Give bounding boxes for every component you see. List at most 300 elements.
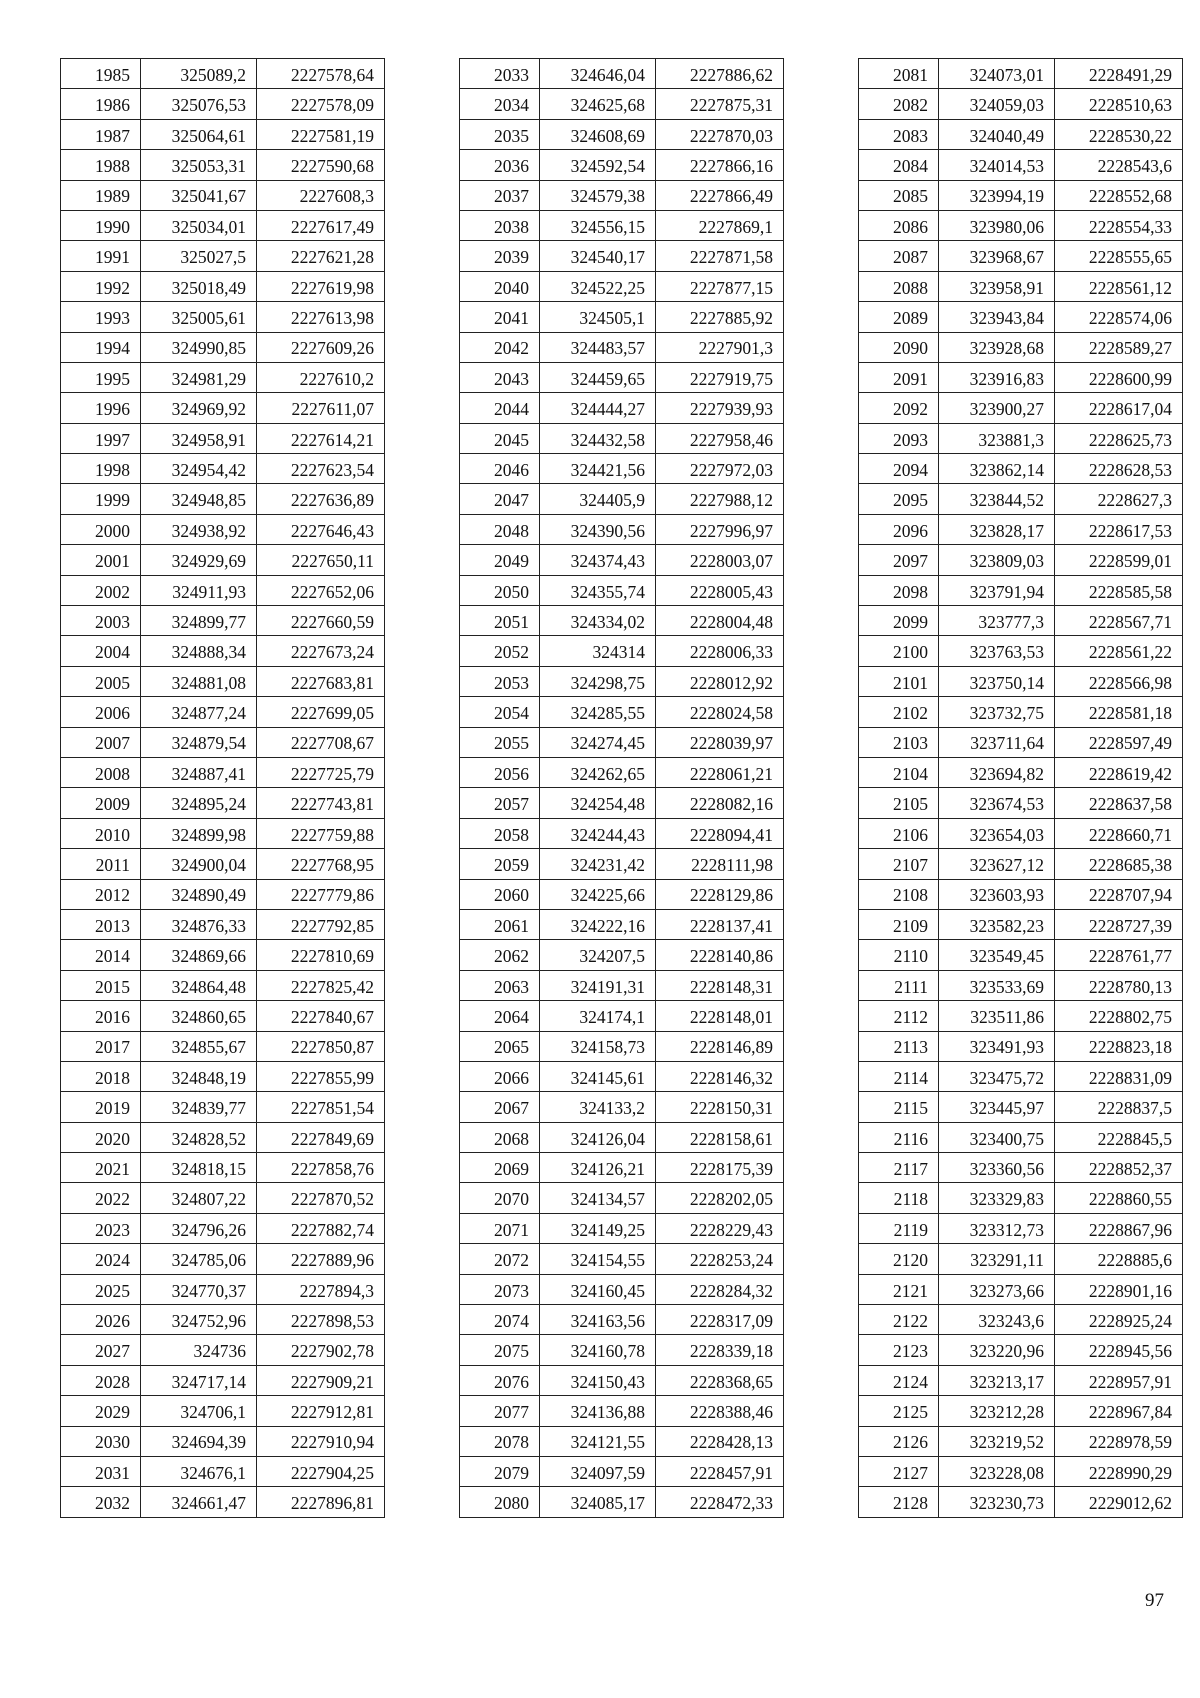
point-number-cell: 2061	[460, 909, 540, 939]
table-row	[859, 666, 1183, 696]
point-number-cell: 1994	[61, 332, 141, 362]
y-coordinate-cell: 2227613,98	[257, 302, 385, 332]
x-coordinate-cell: 324706,1	[141, 1396, 257, 1426]
x-coordinate-cell: 323627,12	[939, 849, 1055, 879]
table-row	[859, 89, 1183, 119]
x-coordinate-cell: 323213,17	[939, 1365, 1055, 1395]
point-number-cell: 2052	[460, 636, 540, 666]
point-number-cell: 2080	[460, 1487, 540, 1517]
table-row	[61, 636, 385, 666]
y-coordinate-cell: 2227614,21	[257, 423, 385, 453]
table-row	[859, 1122, 1183, 1152]
x-coordinate-cell: 324158,73	[540, 1031, 656, 1061]
table-row	[61, 788, 385, 818]
point-number-cell: 2082	[859, 89, 939, 119]
table-row	[859, 636, 1183, 666]
x-coordinate-cell: 324314	[540, 636, 656, 666]
y-coordinate-cell: 2228802,75	[1055, 1001, 1183, 1031]
point-number-cell: 2128	[859, 1487, 939, 1517]
table-row	[460, 1061, 784, 1091]
y-coordinate-cell: 2228158,61	[656, 1122, 784, 1152]
y-coordinate-cell: 2228555,65	[1055, 241, 1183, 271]
table-row	[460, 210, 784, 240]
point-number-cell: 2009	[61, 788, 141, 818]
point-number-cell: 1988	[61, 150, 141, 180]
table-row	[61, 1122, 385, 1152]
y-coordinate-cell: 2228284,32	[656, 1274, 784, 1304]
table-row	[460, 1426, 784, 1456]
point-number-cell: 2030	[61, 1426, 141, 1456]
table-row	[460, 879, 784, 909]
x-coordinate-cell: 324145,61	[540, 1061, 656, 1091]
table-row	[61, 150, 385, 180]
table-row	[460, 393, 784, 423]
y-coordinate-cell: 2228685,38	[1055, 849, 1183, 879]
table-row	[859, 1213, 1183, 1243]
y-coordinate-cell: 2227708,67	[257, 727, 385, 757]
y-coordinate-cell: 2228990,29	[1055, 1456, 1183, 1486]
point-number-cell: 2057	[460, 788, 540, 818]
table-row	[859, 59, 1183, 89]
point-number-cell: 2081	[859, 59, 939, 89]
point-number-cell: 2127	[859, 1456, 939, 1486]
point-number-cell: 2070	[460, 1183, 540, 1213]
point-number-cell: 2074	[460, 1305, 540, 1335]
y-coordinate-cell: 2227869,1	[656, 210, 784, 240]
x-coordinate-cell: 323763,53	[939, 636, 1055, 666]
y-coordinate-cell: 2228707,94	[1055, 879, 1183, 909]
table-row	[859, 1244, 1183, 1274]
point-number-cell: 2117	[859, 1153, 939, 1183]
x-coordinate-cell: 324556,15	[540, 210, 656, 240]
table-row	[859, 1183, 1183, 1213]
y-coordinate-cell: 2228202,05	[656, 1183, 784, 1213]
table-row	[61, 1031, 385, 1061]
table-row	[460, 1335, 784, 1365]
y-coordinate-cell: 2227939,93	[656, 393, 784, 423]
x-coordinate-cell: 323291,11	[939, 1244, 1055, 1274]
point-number-cell: 2027	[61, 1335, 141, 1365]
point-number-cell: 2056	[460, 757, 540, 787]
point-number-cell: 2099	[859, 606, 939, 636]
x-coordinate-cell: 324405,9	[540, 484, 656, 514]
x-coordinate-cell: 323549,45	[939, 940, 1055, 970]
y-coordinate-cell: 2227623,54	[257, 454, 385, 484]
x-coordinate-cell: 324040,49	[939, 119, 1055, 149]
table-row	[859, 1305, 1183, 1335]
point-number-cell: 2105	[859, 788, 939, 818]
point-number-cell: 1991	[61, 241, 141, 271]
x-coordinate-cell: 324869,66	[141, 940, 257, 970]
point-number-cell: 2068	[460, 1122, 540, 1152]
table-row	[460, 727, 784, 757]
x-coordinate-cell: 324285,55	[540, 697, 656, 727]
table-row	[61, 970, 385, 1000]
point-number-cell: 2122	[859, 1305, 939, 1335]
table-row	[859, 1426, 1183, 1456]
table-row	[61, 59, 385, 89]
x-coordinate-cell: 324736	[141, 1335, 257, 1365]
y-coordinate-cell: 2228148,01	[656, 1001, 784, 1031]
point-number-cell: 2011	[61, 849, 141, 879]
y-coordinate-cell: 2227810,69	[257, 940, 385, 970]
x-coordinate-cell: 324752,96	[141, 1305, 257, 1335]
point-number-cell: 2060	[460, 879, 540, 909]
table-row	[859, 545, 1183, 575]
x-coordinate-cell: 323243,6	[939, 1305, 1055, 1335]
table-row	[859, 940, 1183, 970]
table-row	[859, 1001, 1183, 1031]
point-number-cell: 2016	[61, 1001, 141, 1031]
x-coordinate-cell: 324334,02	[540, 606, 656, 636]
table-row	[460, 1396, 784, 1426]
table-row	[61, 1365, 385, 1395]
y-coordinate-cell: 2227870,03	[656, 119, 784, 149]
y-coordinate-cell: 2228945,56	[1055, 1335, 1183, 1365]
table-row	[61, 1426, 385, 1456]
x-coordinate-cell: 324432,58	[540, 423, 656, 453]
point-number-cell: 2025	[61, 1274, 141, 1304]
y-coordinate-cell: 2228140,86	[656, 940, 784, 970]
point-number-cell: 2076	[460, 1365, 540, 1395]
table-row	[61, 1213, 385, 1243]
point-number-cell: 2039	[460, 241, 540, 271]
table-row	[859, 1031, 1183, 1061]
x-coordinate-cell: 324163,56	[540, 1305, 656, 1335]
x-coordinate-cell: 325076,53	[141, 89, 257, 119]
x-coordinate-cell: 324877,24	[141, 697, 257, 727]
point-number-cell: 2064	[460, 1001, 540, 1031]
table-row	[859, 119, 1183, 149]
x-coordinate-cell: 324900,04	[141, 849, 257, 879]
point-number-cell: 2114	[859, 1061, 939, 1091]
y-coordinate-cell: 2227902,78	[257, 1335, 385, 1365]
x-coordinate-cell: 324355,74	[540, 575, 656, 605]
x-coordinate-cell: 323400,75	[939, 1122, 1055, 1152]
point-number-cell: 2049	[460, 545, 540, 575]
x-coordinate-cell: 324222,16	[540, 909, 656, 939]
y-coordinate-cell: 2227652,06	[257, 575, 385, 605]
point-number-cell: 2062	[460, 940, 540, 970]
table-row	[460, 180, 784, 210]
x-coordinate-cell: 324097,59	[540, 1456, 656, 1486]
x-coordinate-cell: 324505,1	[540, 302, 656, 332]
table-row	[61, 697, 385, 727]
x-coordinate-cell: 323968,67	[939, 241, 1055, 271]
table-row	[61, 119, 385, 149]
y-coordinate-cell: 2228637,58	[1055, 788, 1183, 818]
table-row	[460, 849, 784, 879]
x-coordinate-cell: 323732,75	[939, 697, 1055, 727]
point-number-cell: 2046	[460, 454, 540, 484]
point-number-cell: 2106	[859, 818, 939, 848]
x-coordinate-cell: 324899,98	[141, 818, 257, 848]
table-row	[460, 1305, 784, 1335]
table-row	[61, 1244, 385, 1274]
y-coordinate-cell: 2228146,32	[656, 1061, 784, 1091]
point-number-cell: 2069	[460, 1153, 540, 1183]
y-coordinate-cell: 2228585,58	[1055, 575, 1183, 605]
table-row	[61, 484, 385, 514]
point-number-cell: 2077	[460, 1396, 540, 1426]
point-number-cell: 2006	[61, 697, 141, 727]
y-coordinate-cell: 2229012,62	[1055, 1487, 1183, 1517]
x-coordinate-cell: 324694,39	[141, 1426, 257, 1456]
x-coordinate-cell: 324059,03	[939, 89, 1055, 119]
table-row	[61, 1396, 385, 1426]
table-row	[460, 1274, 784, 1304]
table-row	[61, 1487, 385, 1517]
point-number-cell: 2032	[61, 1487, 141, 1517]
x-coordinate-cell: 324174,1	[540, 1001, 656, 1031]
y-coordinate-cell: 2227792,85	[257, 909, 385, 939]
y-coordinate-cell: 2227885,92	[656, 302, 784, 332]
table-row	[460, 1092, 784, 1122]
y-coordinate-cell: 2228823,18	[1055, 1031, 1183, 1061]
x-coordinate-cell: 324459,65	[540, 362, 656, 392]
point-number-cell: 2023	[61, 1213, 141, 1243]
x-coordinate-cell: 324796,26	[141, 1213, 257, 1243]
y-coordinate-cell: 2227611,07	[257, 393, 385, 423]
x-coordinate-cell: 323828,17	[939, 514, 1055, 544]
point-number-cell: 2037	[460, 180, 540, 210]
y-coordinate-cell: 2228175,39	[656, 1153, 784, 1183]
table-row	[460, 1183, 784, 1213]
y-coordinate-cell: 2228574,06	[1055, 302, 1183, 332]
table-row	[61, 271, 385, 301]
table-row	[61, 1183, 385, 1213]
table-row	[859, 1456, 1183, 1486]
table-row	[61, 1305, 385, 1335]
point-number-cell: 2086	[859, 210, 939, 240]
x-coordinate-cell: 324818,15	[141, 1153, 257, 1183]
point-number-cell: 1995	[61, 362, 141, 392]
y-coordinate-cell: 2228860,55	[1055, 1183, 1183, 1213]
x-coordinate-cell: 325005,61	[141, 302, 257, 332]
point-number-cell: 2083	[859, 119, 939, 149]
y-coordinate-cell: 2228561,12	[1055, 271, 1183, 301]
x-coordinate-cell: 323980,06	[939, 210, 1055, 240]
x-coordinate-cell: 324888,34	[141, 636, 257, 666]
y-coordinate-cell: 2227919,75	[656, 362, 784, 392]
table-row	[460, 514, 784, 544]
y-coordinate-cell: 2227683,81	[257, 666, 385, 696]
point-number-cell: 1997	[61, 423, 141, 453]
y-coordinate-cell: 2228831,09	[1055, 1061, 1183, 1091]
y-coordinate-cell: 2227855,99	[257, 1061, 385, 1091]
y-coordinate-cell: 2227871,58	[656, 241, 784, 271]
point-number-cell: 2071	[460, 1213, 540, 1243]
table-row	[859, 818, 1183, 848]
coordinate-table-3	[858, 58, 1183, 1518]
x-coordinate-cell: 324929,69	[141, 545, 257, 575]
point-number-cell: 2085	[859, 180, 939, 210]
y-coordinate-cell: 2228597,49	[1055, 727, 1183, 757]
table-row	[460, 241, 784, 271]
y-coordinate-cell: 2228957,91	[1055, 1365, 1183, 1395]
point-number-cell: 2036	[460, 150, 540, 180]
table-row	[859, 788, 1183, 818]
coordinate-table-1	[60, 58, 385, 1518]
x-coordinate-cell: 324154,55	[540, 1244, 656, 1274]
table-row	[859, 697, 1183, 727]
point-number-cell: 2041	[460, 302, 540, 332]
y-coordinate-cell: 2227904,25	[257, 1456, 385, 1486]
point-number-cell: 2112	[859, 1001, 939, 1031]
point-number-cell: 2026	[61, 1305, 141, 1335]
x-coordinate-cell: 324126,21	[540, 1153, 656, 1183]
y-coordinate-cell: 2228561,22	[1055, 636, 1183, 666]
point-number-cell: 2029	[61, 1396, 141, 1426]
y-coordinate-cell: 2228388,46	[656, 1396, 784, 1426]
table-row	[859, 575, 1183, 605]
table-row	[859, 1153, 1183, 1183]
y-coordinate-cell: 2228625,73	[1055, 423, 1183, 453]
point-number-cell: 2053	[460, 666, 540, 696]
point-number-cell: 1987	[61, 119, 141, 149]
y-coordinate-cell: 2227581,19	[257, 119, 385, 149]
table-row	[61, 302, 385, 332]
point-number-cell: 2063	[460, 970, 540, 1000]
x-coordinate-cell: 323360,56	[939, 1153, 1055, 1183]
y-coordinate-cell: 2227912,81	[257, 1396, 385, 1426]
y-coordinate-cell: 2228566,98	[1055, 666, 1183, 696]
table-row	[460, 818, 784, 848]
x-coordinate-cell: 324191,31	[540, 970, 656, 1000]
x-coordinate-cell: 324421,56	[540, 454, 656, 484]
table-row	[460, 1153, 784, 1183]
y-coordinate-cell: 2227768,95	[257, 849, 385, 879]
point-number-cell: 2018	[61, 1061, 141, 1091]
y-coordinate-cell: 2227779,86	[257, 879, 385, 909]
x-coordinate-cell: 323994,19	[939, 180, 1055, 210]
point-number-cell: 2014	[61, 940, 141, 970]
y-coordinate-cell: 2228554,33	[1055, 210, 1183, 240]
point-number-cell: 1990	[61, 210, 141, 240]
point-number-cell: 2028	[61, 1365, 141, 1395]
table-row	[859, 423, 1183, 453]
y-coordinate-cell: 2228457,91	[656, 1456, 784, 1486]
y-coordinate-cell: 2228867,96	[1055, 1213, 1183, 1243]
x-coordinate-cell: 324160,78	[540, 1335, 656, 1365]
table-row	[859, 454, 1183, 484]
x-coordinate-cell: 324661,47	[141, 1487, 257, 1517]
y-coordinate-cell: 2228510,63	[1055, 89, 1183, 119]
table-row	[460, 89, 784, 119]
point-number-cell: 2013	[61, 909, 141, 939]
x-coordinate-cell: 324085,17	[540, 1487, 656, 1517]
x-coordinate-cell: 324855,67	[141, 1031, 257, 1061]
table-row	[460, 484, 784, 514]
x-coordinate-cell: 323603,93	[939, 879, 1055, 909]
y-coordinate-cell: 2227619,98	[257, 271, 385, 301]
table-row	[61, 575, 385, 605]
table-row	[859, 1092, 1183, 1122]
point-number-cell: 2075	[460, 1335, 540, 1365]
point-number-cell: 2033	[460, 59, 540, 89]
table-row	[859, 909, 1183, 939]
x-coordinate-cell: 323491,93	[939, 1031, 1055, 1061]
table-row	[460, 1213, 784, 1243]
y-coordinate-cell: 2228617,04	[1055, 393, 1183, 423]
y-coordinate-cell: 2228006,33	[656, 636, 784, 666]
y-coordinate-cell: 2227886,62	[656, 59, 784, 89]
y-coordinate-cell: 2228543,6	[1055, 150, 1183, 180]
table-row	[460, 545, 784, 575]
table-row	[859, 849, 1183, 879]
table-row	[61, 332, 385, 362]
point-number-cell: 2038	[460, 210, 540, 240]
table-row	[61, 666, 385, 696]
table-row	[61, 909, 385, 939]
table-row	[61, 423, 385, 453]
point-number-cell: 2107	[859, 849, 939, 879]
x-coordinate-cell: 324890,49	[141, 879, 257, 909]
point-number-cell: 1999	[61, 484, 141, 514]
point-number-cell: 2019	[61, 1092, 141, 1122]
x-coordinate-cell: 324540,17	[540, 241, 656, 271]
point-number-cell: 2100	[859, 636, 939, 666]
table-row	[859, 514, 1183, 544]
y-coordinate-cell: 2227858,76	[257, 1153, 385, 1183]
point-number-cell: 2021	[61, 1153, 141, 1183]
table-row	[859, 606, 1183, 636]
y-coordinate-cell: 2227610,2	[257, 362, 385, 392]
x-coordinate-cell: 324717,14	[141, 1365, 257, 1395]
point-number-cell: 2043	[460, 362, 540, 392]
point-number-cell: 2125	[859, 1396, 939, 1426]
point-number-cell: 2034	[460, 89, 540, 119]
y-coordinate-cell: 2228885,6	[1055, 1244, 1183, 1274]
table-row	[859, 727, 1183, 757]
y-coordinate-cell: 2227840,67	[257, 1001, 385, 1031]
y-coordinate-cell: 2228619,42	[1055, 757, 1183, 787]
x-coordinate-cell: 323475,72	[939, 1061, 1055, 1091]
x-coordinate-cell: 324911,93	[141, 575, 257, 605]
x-coordinate-cell: 323958,91	[939, 271, 1055, 301]
table-row	[859, 757, 1183, 787]
coordinate-tables	[60, 58, 1183, 1518]
table-row	[859, 393, 1183, 423]
point-number-cell: 2008	[61, 757, 141, 787]
x-coordinate-cell: 324876,33	[141, 909, 257, 939]
x-coordinate-cell: 324244,43	[540, 818, 656, 848]
y-coordinate-cell: 2228581,18	[1055, 697, 1183, 727]
point-number-cell: 2065	[460, 1031, 540, 1061]
table-row	[859, 1487, 1183, 1517]
x-coordinate-cell: 323881,3	[939, 423, 1055, 453]
point-number-cell: 2084	[859, 150, 939, 180]
table-row	[61, 362, 385, 392]
table-row	[61, 180, 385, 210]
table-row	[460, 423, 784, 453]
x-coordinate-cell: 324839,77	[141, 1092, 257, 1122]
x-coordinate-cell: 324899,77	[141, 606, 257, 636]
y-coordinate-cell: 2227870,52	[257, 1183, 385, 1213]
x-coordinate-cell: 323230,73	[939, 1487, 1055, 1517]
table-row	[460, 1487, 784, 1517]
x-coordinate-cell: 324444,27	[540, 393, 656, 423]
y-coordinate-cell: 2228628,53	[1055, 454, 1183, 484]
table-row	[460, 302, 784, 332]
point-number-cell: 2090	[859, 332, 939, 362]
point-number-cell: 2017	[61, 1031, 141, 1061]
point-number-cell: 2095	[859, 484, 939, 514]
x-coordinate-cell: 325027,5	[141, 241, 257, 271]
y-coordinate-cell: 2228761,77	[1055, 940, 1183, 970]
x-coordinate-cell: 323844,52	[939, 484, 1055, 514]
y-coordinate-cell: 2228925,24	[1055, 1305, 1183, 1335]
